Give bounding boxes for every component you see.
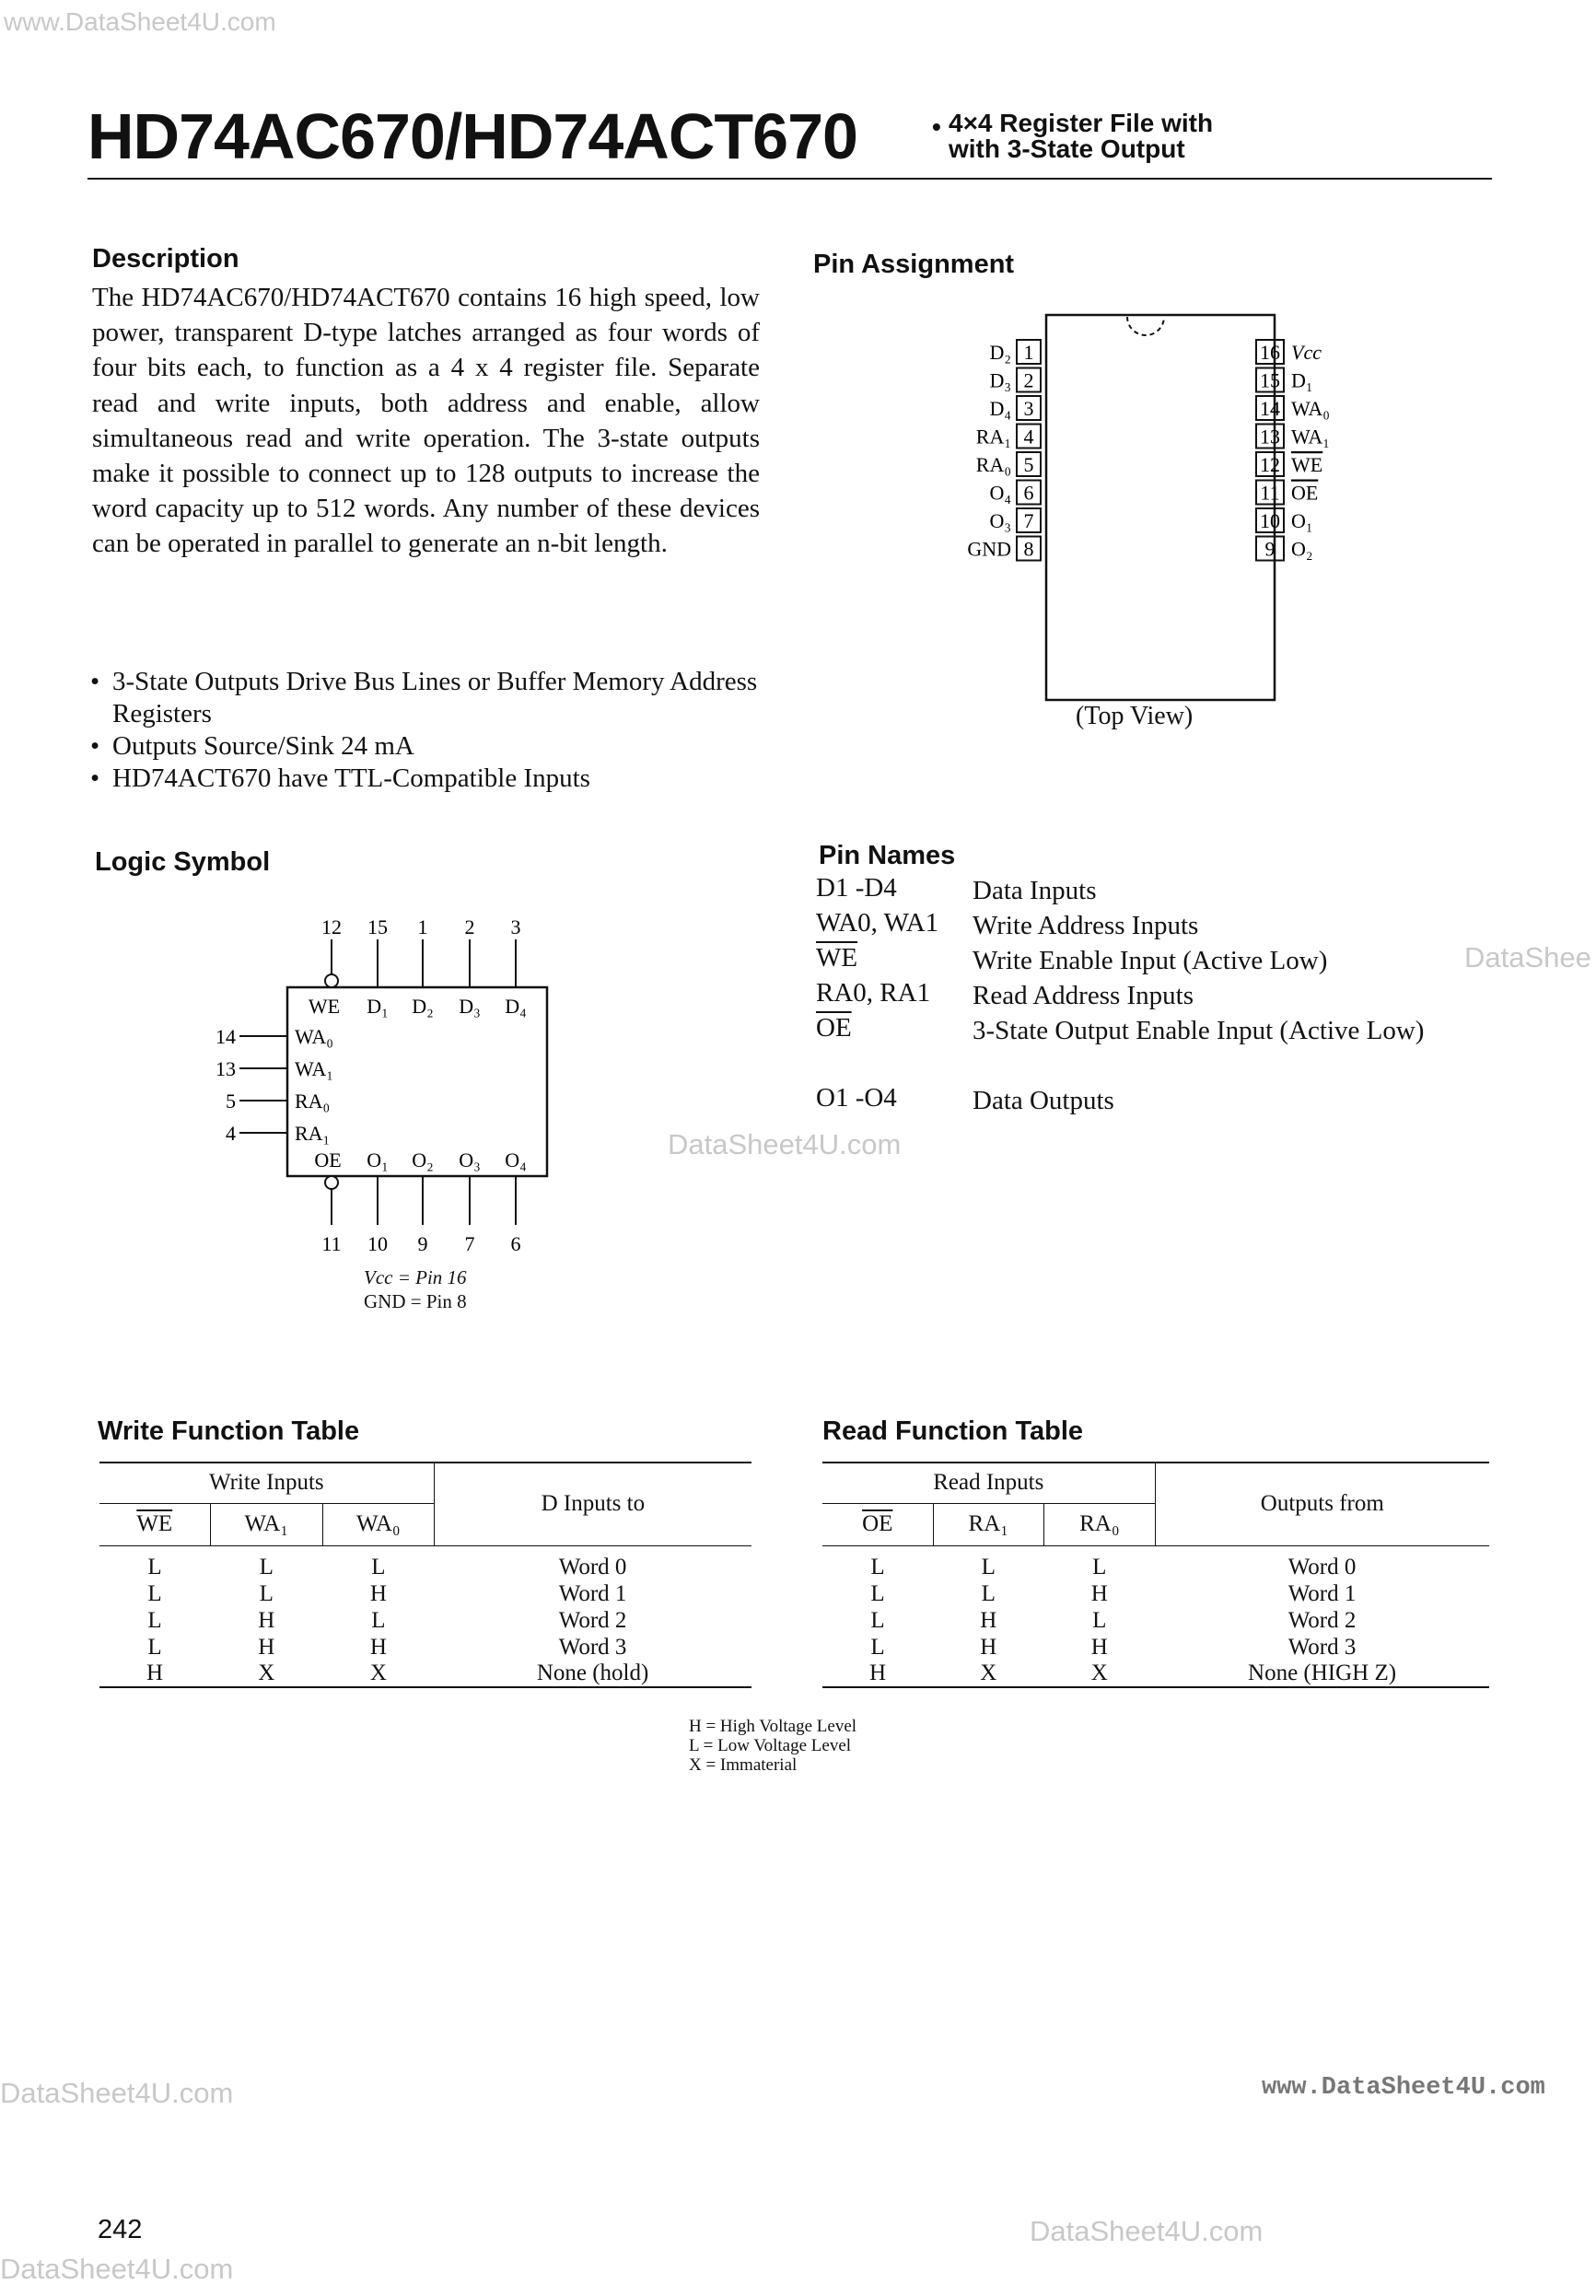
inversion-bubble [325, 1176, 338, 1189]
table-cell: L [981, 1580, 996, 1606]
pin-name: Vcc [1291, 341, 1322, 364]
pin-number: 6 [1023, 481, 1034, 505]
pin-name: OE [1291, 481, 1319, 505]
pin-description: Read Address Inputs [973, 981, 1194, 1010]
table-cell: L [371, 1607, 386, 1633]
top-pin-number: 1 [417, 915, 428, 938]
feature-item: • HD74ACT670 have TTL-Compatible Inputs [90, 763, 763, 795]
table-cell: H [980, 1607, 997, 1633]
pin-number: 2 [1023, 368, 1034, 392]
bottom-pin-number: 10 [367, 1232, 388, 1255]
write-col-wa0: WA₀ [323, 1503, 435, 1545]
top-label: D₁ [367, 995, 389, 1018]
table-cell: L [147, 1580, 162, 1606]
legend-item: H = High Voltage Level [689, 1717, 857, 1736]
top-label: D₂ [412, 995, 434, 1018]
pin-name: WA₁ [1291, 425, 1330, 449]
pin-assignment-title: Pin Assignment [813, 250, 1015, 279]
logic-symbol-title: Logic Symbol [95, 847, 271, 877]
pin-name: O₁ [1291, 509, 1313, 532]
gnd-note: GND = Pin 8 [364, 1290, 467, 1312]
dip-notch [1127, 317, 1164, 335]
pin-name: D₂ [989, 341, 1011, 364]
read-table-title: Read Function Table [822, 1416, 1084, 1446]
table-cell: H [258, 1607, 275, 1633]
table-cell: H [369, 1634, 387, 1660]
table-cell: L [1092, 1607, 1107, 1633]
pin-description: Write Address Inputs [973, 911, 1199, 940]
bottom-label: O₁ [367, 1148, 389, 1171]
table-cell: X [210, 1661, 323, 1687]
top-label: D₃ [459, 995, 481, 1018]
watermark-right: DataShee [1464, 941, 1591, 973]
legend-item: L = Low Voltage Level [689, 1736, 852, 1755]
pin-description: Write Enable Input (Active Low) [973, 946, 1328, 975]
pin-name: O₃ [989, 509, 1011, 532]
left-pin-number: 5 [226, 1090, 236, 1113]
pin-number: 3 [1023, 397, 1034, 420]
top-pin-number: 15 [367, 915, 388, 938]
pin-symbol: WA0, WA1 [816, 908, 939, 938]
table-cell: Word 1 [1287, 1580, 1357, 1606]
table-cell: H [1090, 1634, 1108, 1660]
pin-name: WE [1291, 453, 1323, 476]
table-cell: None (HIGH Z) [1155, 1661, 1489, 1687]
left-pin-number: 4 [226, 1122, 236, 1145]
table-cell: L [1092, 1554, 1107, 1579]
pin-name-row [816, 1013, 1488, 1048]
table-cell: L [981, 1554, 996, 1579]
pin-name: O₄ [989, 481, 1011, 505]
table-row [822, 1580, 1489, 1607]
pin-number: 13 [1260, 425, 1280, 449]
table-row [99, 1607, 751, 1634]
top-pin-number: 3 [510, 915, 521, 938]
write-table-title: Write Function Table [98, 1416, 360, 1446]
pin-symbol: RA0, RA1 [816, 978, 931, 1008]
read-function-table [822, 1462, 1489, 1688]
read-col-ra0: RA₀ [1044, 1503, 1156, 1545]
table-cell: X [933, 1661, 1044, 1687]
feature-item: • 3-State Outputs Drive Bus Lines or Buffer Memory Address Registers [90, 666, 763, 730]
pin-name: O₂ [1291, 537, 1313, 561]
table-cell: Word 2 [1287, 1607, 1357, 1633]
watermark-footer: DataSheet4U.com [0, 2253, 234, 2285]
pin-number: 4 [1023, 425, 1034, 449]
bottom-label: OE [314, 1148, 342, 1171]
bottom-pin-number: 9 [417, 1232, 428, 1255]
read-col-ra1: RA₁ [933, 1503, 1044, 1545]
watermark-center: DataSheet4U.com [668, 1128, 902, 1160]
table-cell: Word 3 [558, 1634, 627, 1660]
pin-assignment-diagram [939, 304, 1363, 709]
table-cell: H [822, 1661, 933, 1687]
table-cell: L [870, 1554, 885, 1579]
pin-name: D₃ [989, 368, 1011, 392]
left-pin-label: WA₁ [295, 1057, 333, 1080]
subtitle-line2: with 3-State Output [949, 134, 1185, 163]
top-label: D₄ [505, 995, 527, 1018]
page-number: 242 [98, 2215, 143, 2244]
table-row [822, 1661, 1489, 1687]
pin-name: GND [967, 537, 1011, 561]
pin-symbol: $\overline{WE}$ [816, 943, 858, 973]
write-function-table [99, 1462, 751, 1688]
table-cell: Word 1 [558, 1580, 627, 1606]
table-cell: H [258, 1634, 275, 1660]
table-row [822, 1545, 1489, 1580]
description-text: The HD74AC670/HD74ACT670 contains 16 high speed, low power, transparent D-type latches arranged as four words of four bits each, to function as a 4 x 4 register file. Separate read and write inputs, both address and enable, allow simultaneous read and write operation. The 3-state outputs make it possible to connect up to 128 outputs to increase the word capacity up to 512 words. Any number of these devices can be operated in parallel to generate an n-bit length. [92, 283, 760, 559]
legend [689, 1717, 856, 1775]
bottom-label: O₄ [505, 1148, 527, 1171]
left-pin-label: WA₀ [295, 1025, 333, 1048]
pin-names-title: Pin Names [819, 841, 956, 870]
logic-symbol-diagram [203, 912, 571, 1271]
table-row [822, 1607, 1489, 1634]
table-cell: Word 3 [1287, 1634, 1357, 1660]
table-row [99, 1634, 751, 1661]
top-view-caption: (Top View) [1076, 702, 1194, 730]
table-row [99, 1545, 751, 1580]
pin-name-row [816, 1083, 1488, 1118]
pin-number: 16 [1260, 341, 1280, 364]
watermark-top: www.DataSheet4U.com [4, 7, 276, 36]
subtitle-line1: 4×4 Register File with [949, 109, 1214, 137]
pin-symbol: O1 -O4 [816, 1083, 897, 1113]
table-cell: H [99, 1661, 210, 1687]
pin-name-row [816, 873, 1488, 908]
pin-description: 3-State Output Enable Input (Active Low) [973, 1016, 1425, 1045]
table-cell: Word 2 [558, 1607, 627, 1633]
pin-name: D₁ [1291, 368, 1313, 392]
pin-number: 14 [1260, 397, 1280, 420]
table-cell: H [1090, 1580, 1108, 1606]
table-cell: Word 0 [1287, 1554, 1357, 1579]
table-cell: H [980, 1634, 997, 1660]
top-pin-number: 2 [464, 915, 475, 938]
table-cell: X [1044, 1661, 1156, 1687]
left-pin-number: 14 [216, 1025, 236, 1048]
watermark-bottom-right: www.DataSheet4U.com [1262, 2074, 1545, 2102]
bottom-label: O₃ [459, 1148, 481, 1171]
table-cell: L [371, 1554, 386, 1579]
table-cell: L [147, 1554, 162, 1579]
left-pin-label: RA₁ [295, 1122, 331, 1145]
table-cell: L [147, 1634, 162, 1660]
table-cell: X [323, 1661, 435, 1687]
pin-number: 1 [1023, 341, 1034, 364]
legend-item: X = Immaterial [689, 1755, 798, 1775]
read-group-header: Read Inputs [822, 1463, 1155, 1503]
bottom-pin-number: 11 [321, 1232, 342, 1255]
left-pin-label: RA₀ [295, 1090, 331, 1113]
pin-name-row [816, 908, 1488, 943]
table-cell: L [870, 1580, 885, 1606]
inversion-bubble [325, 974, 338, 987]
table-cell: L [870, 1607, 885, 1633]
page-title: HD74AC670/HD74ACT670 [87, 100, 857, 172]
pin-description: Data Inputs [973, 876, 1097, 905]
pin-number: 11 [1260, 481, 1280, 505]
pin-name: D₄ [989, 397, 1011, 420]
pin-number: 7 [1023, 509, 1034, 532]
vcc-note: Vcc = Pin 16 [364, 1266, 467, 1288]
pin-number: 12 [1260, 453, 1280, 476]
pin-symbol: D1 -D4 [816, 873, 897, 903]
description-title: Description [92, 244, 239, 274]
title-bullet: • [932, 112, 941, 141]
table-cell: L [259, 1554, 274, 1579]
watermark-bottom-left: DataSheet4U.com [0, 2077, 234, 2109]
pin-number: 9 [1264, 537, 1276, 561]
top-label: WE [308, 995, 341, 1018]
table-row [822, 1634, 1489, 1661]
pin-number: 5 [1023, 453, 1034, 476]
pin-name: RA₁ [975, 425, 1011, 449]
pin-description: Data Outputs [973, 1086, 1114, 1115]
pin-name: RA₀ [975, 453, 1011, 476]
header-rule [87, 178, 1492, 180]
feature-list [90, 666, 763, 795]
top-pin-number: 12 [321, 915, 342, 938]
table-cell: L [147, 1607, 162, 1633]
write-col-wa1: WA₁ [210, 1503, 323, 1545]
read-col-oe: $\overline{OE}$ [822, 1503, 933, 1545]
pin-number: 15 [1260, 368, 1280, 392]
table-row [99, 1661, 751, 1687]
pin-name-row [816, 943, 1488, 978]
pin-number: 10 [1260, 509, 1280, 532]
table-cell: L [259, 1580, 274, 1606]
bottom-label: O₂ [412, 1148, 434, 1171]
pin-name: WA₀ [1291, 397, 1330, 420]
write-group-header: Write Inputs [99, 1463, 434, 1503]
table-cell: None (hold) [434, 1661, 751, 1687]
write-col-we: $\overline{WE}$ [99, 1503, 210, 1545]
left-pin-number: 13 [216, 1057, 236, 1080]
bottom-pin-number: 6 [510, 1232, 521, 1255]
pin-number: 8 [1023, 537, 1034, 561]
pin-symbol: $\overline{OE}$ [816, 1013, 852, 1043]
bottom-pin-number: 7 [464, 1232, 475, 1255]
dip-package-outline [1046, 315, 1275, 700]
read-result-header: Outputs from [1155, 1463, 1489, 1545]
table-cell: Word 0 [558, 1554, 627, 1579]
table-cell: L [870, 1634, 885, 1660]
table-cell: H [369, 1580, 387, 1606]
write-result-header: D Inputs to [434, 1463, 751, 1545]
table-row [99, 1580, 751, 1607]
watermark-bottom-center: DataSheet4U.com [1030, 2215, 1264, 2247]
pin-name-row [816, 978, 1488, 1013]
feature-item: • Outputs Source/Sink 24 mA [90, 730, 763, 763]
